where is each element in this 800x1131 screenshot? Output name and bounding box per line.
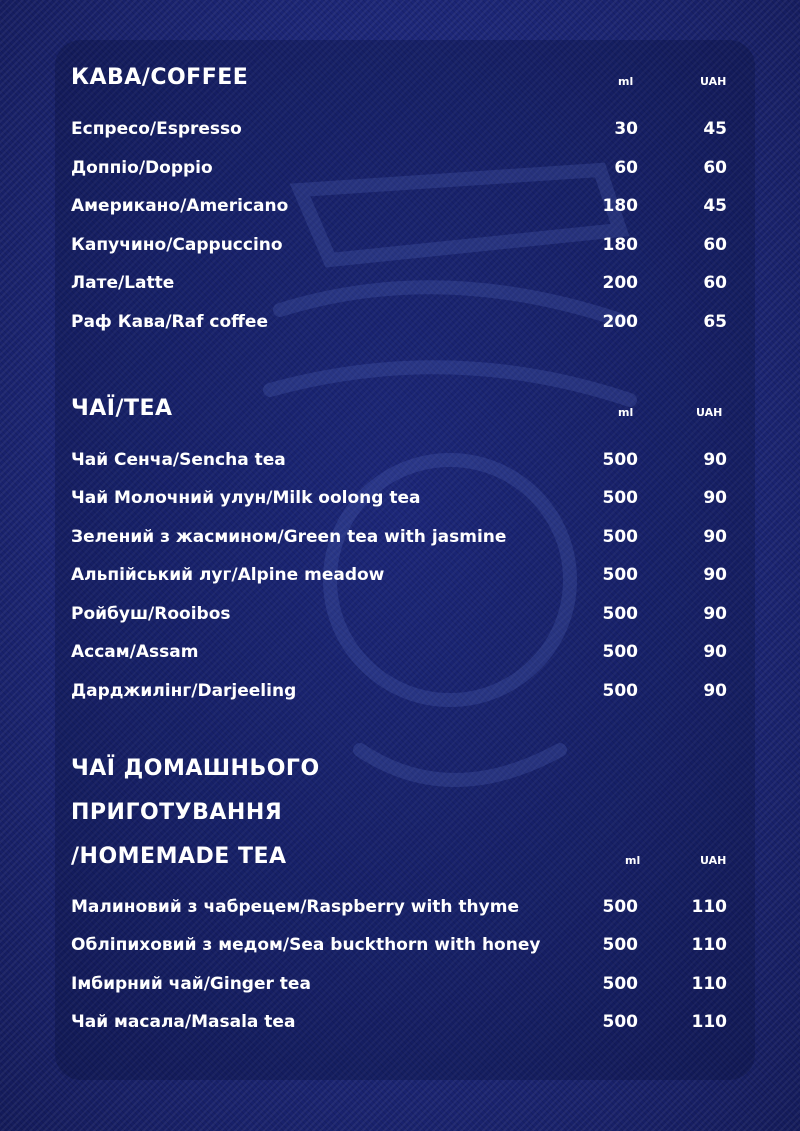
item-volume: 500 (602, 1012, 638, 1032)
item-name: Чай Молочний улун/Milk oolong tea (71, 488, 421, 508)
menu-item-doppio (71, 156, 727, 180)
item-price: 90 (703, 527, 727, 547)
menu-item-cappuccino (71, 233, 727, 257)
menu-item-sea-buckthorn-honey (71, 933, 727, 957)
item-price: 90 (703, 681, 727, 701)
menu-item-americano (71, 194, 727, 218)
tea-section-title: ЧАЇ/TEA (71, 396, 173, 421)
menu-item-espresso (71, 117, 727, 141)
item-volume: 200 (602, 273, 638, 293)
item-volume: 500 (602, 450, 638, 470)
item-volume: 500 (602, 935, 638, 955)
item-price: 90 (703, 565, 727, 585)
menu-item-milk-oolong-tea (71, 486, 727, 510)
item-price: 45 (703, 119, 727, 139)
item-name: Ройбуш/Rooibos (71, 604, 231, 624)
item-name: Лате/Latte (71, 273, 175, 293)
item-volume: 30 (614, 119, 638, 139)
item-name: Зелений з жасмином/Green tea with jasmine (71, 527, 507, 547)
item-volume: 180 (602, 235, 638, 255)
menu-item-latte (71, 271, 727, 295)
item-volume: 500 (602, 527, 638, 547)
item-name: Ассам/Assam (71, 642, 199, 662)
item-volume: 180 (602, 196, 638, 216)
item-volume: 500 (602, 488, 638, 508)
item-name: Обліпиховий з медом/Sea buckthorn with honey (71, 935, 541, 955)
item-price: 90 (703, 450, 727, 470)
item-name: Альпійський луг/Alpine meadow (71, 565, 385, 585)
coffee-section-title: КАВА/COFFEE (71, 65, 249, 90)
menu-item-masala-tea (71, 1010, 727, 1034)
homemade-tea-title-line-2: ПРИГОТУВАННЯ (71, 800, 283, 825)
item-price: 90 (703, 488, 727, 508)
menu-item-rooibos (71, 602, 727, 626)
item-name: Чай масала/Masala tea (71, 1012, 296, 1032)
coffee-uah-header: UAH (700, 75, 727, 88)
item-price: 90 (703, 604, 727, 624)
item-name: Американо/Americano (71, 196, 289, 216)
item-volume: 500 (602, 604, 638, 624)
item-name: Імбирний чай/Ginger tea (71, 974, 311, 994)
item-price: 60 (703, 273, 727, 293)
homemade-uah-header: UAH (700, 854, 727, 867)
homemade-tea-title-line-3: /HOMEMADE TEA (71, 844, 287, 869)
coffee-ml-header: ml (618, 75, 634, 88)
item-volume: 500 (602, 974, 638, 994)
menu-item-raspberry-thyme (71, 895, 727, 919)
item-name: Доппіо/Doppio (71, 158, 213, 178)
menu-item-raf-coffee (71, 310, 727, 334)
item-price: 65 (703, 312, 727, 332)
item-price: 60 (703, 158, 727, 178)
item-volume: 500 (602, 897, 638, 917)
item-volume: 500 (602, 681, 638, 701)
homemade-tea-title-line-1: ЧАЇ ДОМАШНЬОГО (71, 756, 320, 781)
item-name: Раф Кава/Raf coffee (71, 312, 268, 332)
item-price: 110 (691, 935, 727, 955)
item-price: 90 (703, 642, 727, 662)
item-price: 110 (691, 1012, 727, 1032)
item-volume: 200 (602, 312, 638, 332)
menu-item-ginger-tea (71, 972, 727, 996)
menu-item-assam (71, 640, 727, 664)
homemade-ml-header: ml (625, 854, 641, 867)
item-price: 110 (691, 897, 727, 917)
menu-item-alpine-meadow (71, 563, 727, 587)
item-name: Чай Сенча/Sencha tea (71, 450, 286, 470)
menu-item-darjeeling (71, 679, 727, 703)
tea-ml-header: ml (618, 406, 634, 419)
item-price: 110 (691, 974, 727, 994)
item-name: Капучино/Cappuccino (71, 235, 283, 255)
item-price: 60 (703, 235, 727, 255)
item-volume: 500 (602, 642, 638, 662)
item-price: 45 (703, 196, 727, 216)
menu-item-sencha-tea (71, 448, 727, 472)
item-name: Еспресо/Espresso (71, 119, 242, 139)
tea-uah-header: UAH (696, 406, 723, 419)
item-volume: 500 (602, 565, 638, 585)
item-name: Дарджилінг/Darjeeling (71, 681, 297, 701)
menu-item-green-tea-jasmine (71, 525, 727, 549)
item-volume: 60 (614, 158, 638, 178)
item-name: Малиновий з чабрецем/Raspberry with thyme (71, 897, 519, 917)
